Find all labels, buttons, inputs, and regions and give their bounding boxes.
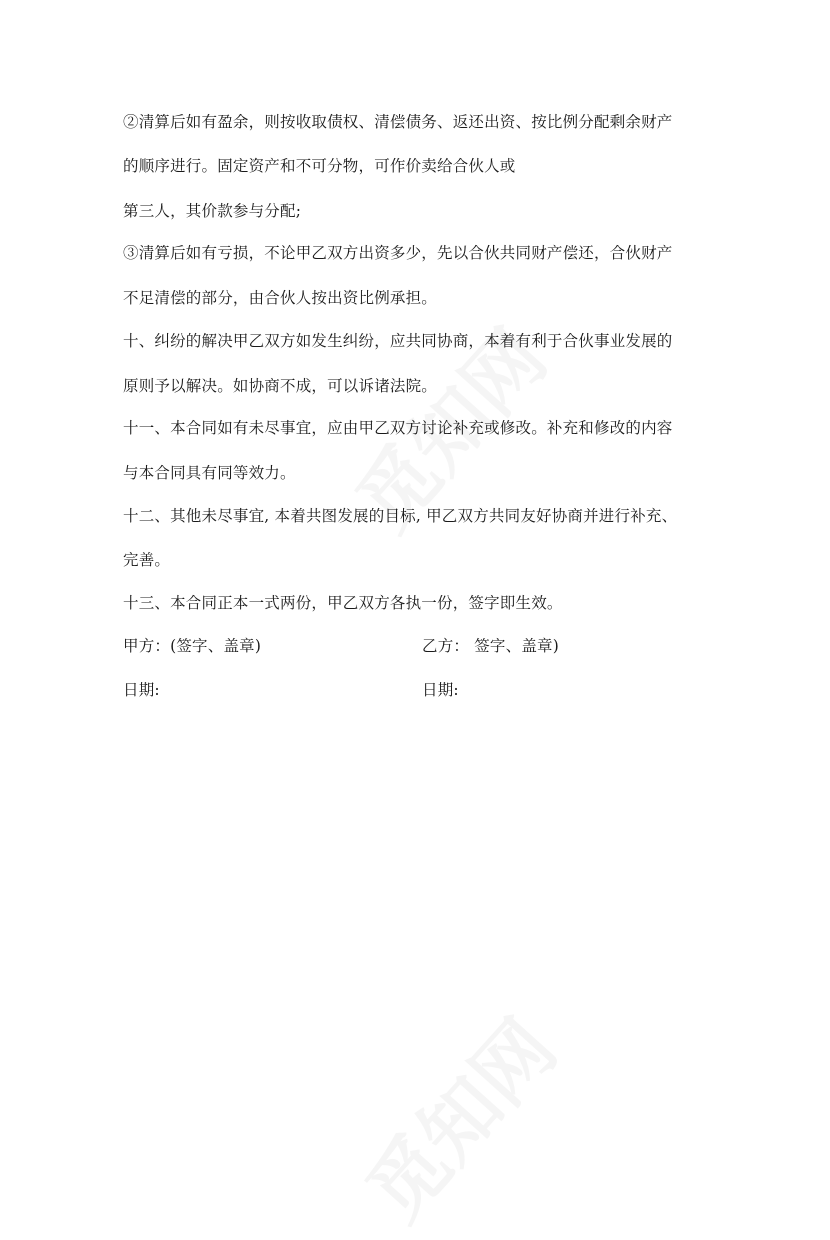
paragraph-line: 完善。 [123,551,171,569]
paragraph-line: 十、纠纷的解决甲乙双方如发生纠纷，应共同协商，本着有利于合伙事业发展的 [123,332,673,350]
party-b-signature: 乙方： 签字、盖章) [422,637,559,655]
paragraph-line: 原则予以解决。如协商不成，可以诉诸法院。 [123,377,438,395]
paragraph-line: 第三人，其价款参与分配; [123,202,302,220]
paragraph-line: ②清算后如有盈余，则按收取债权、清偿债务、返还出资、按比例分配剩余财产 [123,113,673,131]
paragraph-line: 十二、其他未尽事宜, 本着共图发展的目标, 甲乙双方共同友好协商并进行补充、 [123,507,678,525]
paragraph-line: 十一、本合同如有未尽事宜，应由甲乙双方讨论补充或修改。补充和修改的内容 [123,419,673,437]
paragraph-line: 的顺序进行。固定资产和不可分物，可作价卖给合伙人或 [123,157,516,175]
paragraph-line: 与本合同具有同等效力。 [123,464,296,482]
party-a-date: 日期: [123,681,160,699]
paragraph-line: 不足清偿的部分，由合伙人按出资比例承担。 [123,289,438,307]
party-b-date: 日期: [422,681,459,699]
paragraph-line: ③清算后如有亏损，不论甲乙双方出资多少，先以合伙共同财产偿还，合伙财产 [123,244,673,262]
paragraph-line: 十三、本合同正本一式两份，甲乙双方各执一份，签字即生效。 [123,594,563,612]
party-a-signature: 甲方：(签字、盖章) [123,637,262,655]
watermark [337,992,577,1240]
